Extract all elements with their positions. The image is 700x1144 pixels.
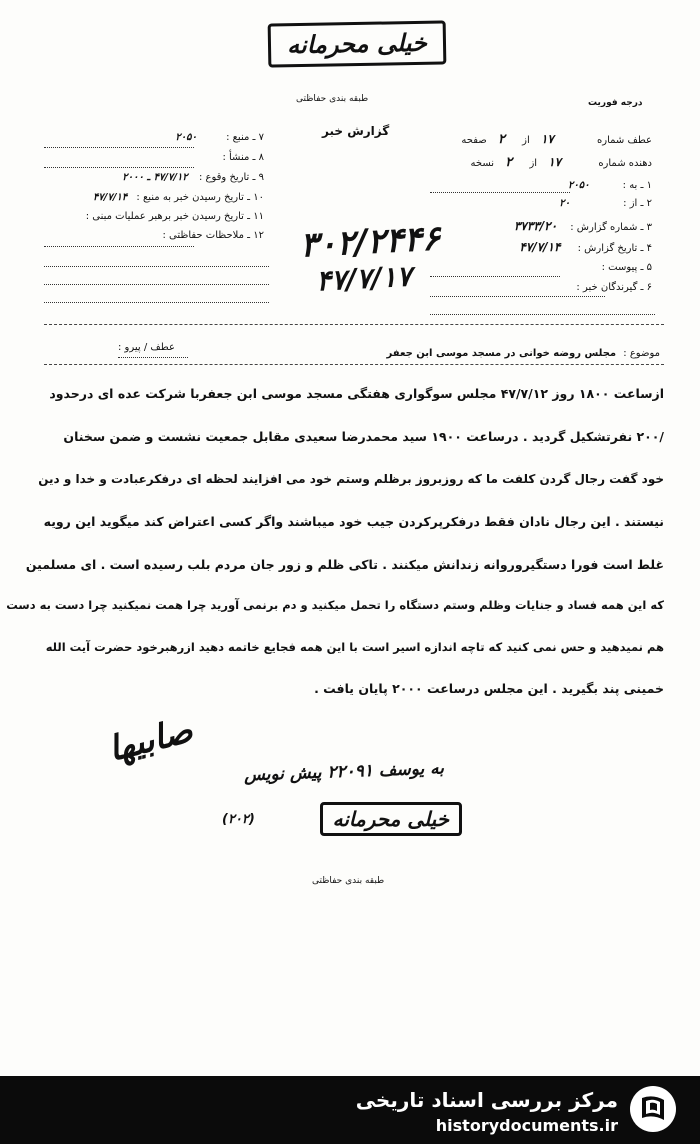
handwritten-date: ۴۷/۷/۱۷ [315, 259, 413, 298]
field-protective-notes: ۱۲ ـ ملاحظات حفاظتی : [162, 230, 264, 241]
field-source-receipt-date: ۱۰ ـ تاریخ رسیدن خبر به منبع : ۴۷/۷/۱۴ [93, 192, 264, 203]
field-from: ۲ ـ از : ۲۰ [559, 198, 652, 209]
field-recipients: ۶ ـ گیرندگان خبر : [576, 282, 652, 293]
field-to: ۱ ـ به : ۲۰۵۰ [567, 180, 652, 191]
bottom-stamp: خیلی محرمانه [320, 802, 462, 836]
body-line: هم نمیدهید و حس نمی کنید که تاچه اندازه اسیر است با این همه فجایع خاتمه دهید ازرهبرخود حضرت آیت الله [45, 640, 664, 654]
body-line: /۲۰۰ نفرتشکیل گردید . درساعت ۱۹۰۰ سید محمدرضا سعیدی مقابل جمعیت نشست و ضمن سخنان [63, 429, 664, 444]
body-line: غلط است فورا دستگیروروانه زندانش میکنند . تاکی ظلم و زور جان مردم بلب رسیده است . ای مسلمین [25, 557, 664, 572]
bottom-stamp-row [222, 800, 462, 838]
classification-stamp [268, 20, 447, 67]
classification-footer: طبقه بندی حفاظتی [312, 876, 385, 886]
field-source: ۷ ـ منبع : ۲۰۵۰ [175, 132, 264, 143]
footer-banner [0, 1076, 700, 1144]
footer-url: historydocuments.ir [435, 1116, 618, 1135]
body-line: خود گفت رجال گردن کلفت ما که روزبروز برظلم وستم خود می افزایند لحظه ای درفکرعبادت و خدا و دین [38, 472, 664, 486]
field-issuer-number: دهنده شماره ۱۷ از ۲ نسخه [470, 155, 652, 170]
body-line: ازساعت ۱۸۰۰ روز ۴۷/۷/۱۲ مجلس سوگواری هفتگی مسجد موسی ابن جعفربا شرکت عده ای درحدود [49, 386, 664, 401]
subject-row: موضوع : مجلس روضه خوانی در مسجد موسی ابن جعفر [386, 348, 660, 359]
body-line: خمینی پند بگیرید . این مجلس درساعت ۲۰۰۰ پایان یافت . [314, 681, 664, 696]
field-origin: ۸ ـ منشأ : [222, 152, 264, 163]
body-line: نیستند . این رجال نادان فقط درفکرپرکردن جیب خود میباشند واگر کسی اعتراض کند میگوید این رویه [43, 514, 664, 529]
classification-stamp-text: خیلی محرمانه [286, 28, 428, 60]
field-attachment: ۵ ـ پیوست : [601, 262, 652, 273]
document-logo-icon [628, 1084, 678, 1134]
handwritten-note: به یوسف ۲۲۰۹۱ پیش نویس [243, 758, 445, 786]
handwritten-reference: ۳۰۲/۲۴۴۶ [299, 218, 442, 266]
field-reference-number: عطف شماره ۱۷ از ۲ صفحه [461, 132, 652, 147]
signature: صابیها [104, 710, 197, 770]
report-title: گزارش خبر [322, 124, 390, 138]
field-leader-receipt-date: ۱۱ ـ تاریخ رسیدن خبر برهبر عملیات مبنی : [85, 211, 264, 222]
urgency-label: درجه فوریت [588, 98, 643, 108]
field-report-date: ۴ ـ تاریخ گزارش : ۴۷/۷/۱۴ [519, 240, 652, 254]
field-report-number: ۳ ـ شماره گزارش : ۳۷۳۳/۲۰ [513, 219, 652, 233]
subject-text: مجلس روضه خوانی در مسجد موسی ابن جعفر [386, 348, 617, 359]
body-line: که این همه فساد و جنایات وظلم وستم دستگاه را تحمل میکنید و دم برنمی آورید چرا همت نمیکنید چرا دست به دست [6, 598, 664, 612]
reference-field: عطف / پیرو : [118, 342, 175, 353]
footer-title: مرکز بررسی اسناد تاریخی [355, 1088, 618, 1112]
field-occurrence-date: ۹ ـ تاریخ وقوع : ۴۷/۷/۱۲ ـ ۲۰۰۰ [122, 172, 264, 183]
classification-header: طبقه بندی حفاظتی [296, 94, 369, 104]
bottom-stamp-number: (۲۰۲) [222, 811, 255, 827]
